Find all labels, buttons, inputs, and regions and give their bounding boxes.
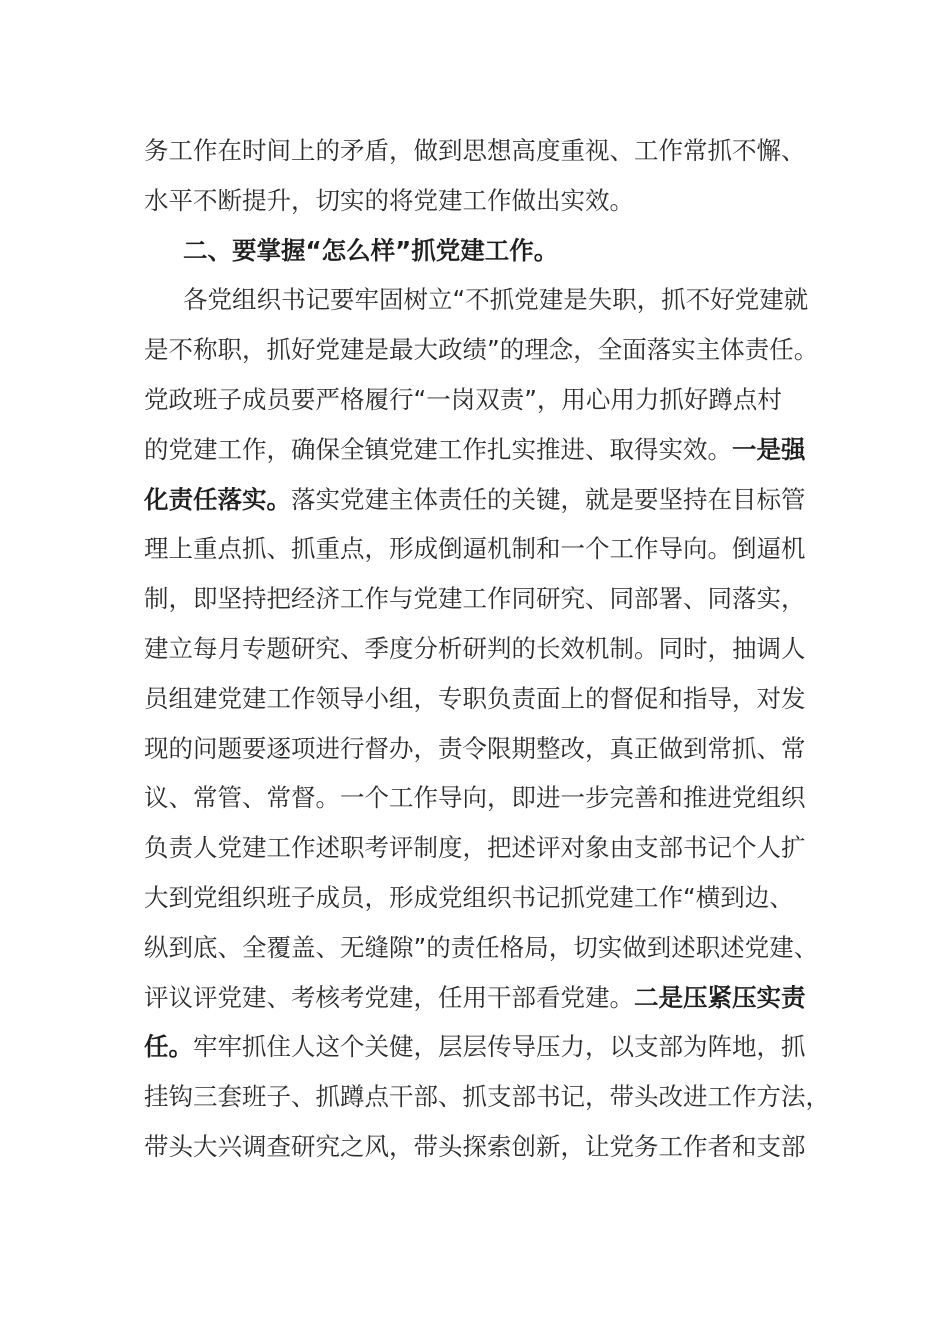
text-run: 员组建党建工作领导小组，专职负责面上的督促和指导，对发 [144,683,806,713]
bold-text-run: 二是压紧压实责 [634,982,806,1012]
text-run: 纵到底、全覆盖、无缝隙”的责任格局，切实做到述职述党建、 [144,932,819,962]
text-run: 负责人党建工作述职考评制度，把述评对象由支部书记个人扩 [144,833,806,863]
text-run: 党政班子成员要严格履行“一岗双责”，用心用力抓好蹲点村 [144,384,782,414]
text-run: 理上重点抓、抓重点，形成倒逼机制和一个工作导向。倒逼机 [144,534,806,564]
text-line [144,1022,824,1072]
text-run: 制，即坚持把经济工作与党建工作同研究、同部署、同落实， [144,584,806,614]
text-line [144,674,824,724]
text-run: 带头大兴调查研究之风，带头探索创新，让党务工作者和支部 [144,1131,806,1161]
text-run: 是不称职，抓好党建是最大政绩”的理念，全面落实主体责任。 [144,335,819,365]
heading-text: 二、要掌握“怎么样”抓党建工作。 [183,235,559,265]
text-line [144,973,824,1023]
section-heading [144,226,824,276]
text-run: 牢牢抓住人这个关健，层层传导压力，以支部为阵地，抓 [193,1032,806,1062]
text-run: 水平不断提升，切实的将党建工作做出实效。 [144,185,634,215]
text-line [144,873,824,923]
text-line [144,425,824,475]
text-line [144,126,824,176]
text-line [144,524,824,574]
text-run: 评议评党建、考核考党建，任用干部看党建。 [144,982,634,1012]
text-line [144,1072,830,1122]
text-line [144,773,824,823]
text-run: 现的问题要逐项进行督办，责令限期整改，真正做到常抓、常 [144,733,806,763]
text-line [144,923,824,973]
text-line [144,624,824,674]
text-run: 各党组织书记要牢固树立“不抓党建是失职，抓不好党建就 [183,285,809,315]
bold-text-run: 任。 [144,1032,193,1062]
text-line [144,823,824,873]
text-run: 落实党建主体责任的关键，就是要坚持在目标管 [291,484,806,514]
bold-text-run: 一是强 [732,434,806,464]
text-run: 大到党组织班子成员，形成党组织书记抓党建工作“横到边、 [144,882,794,912]
text-line [144,375,824,425]
paragraph-first-line [144,275,824,325]
text-run: 挂钩三套班子、抓蹲点干部、抓支部书记，带头改进工作方法， [144,1082,830,1112]
text-line [144,1122,824,1172]
text-line [144,724,824,774]
text-line [144,574,824,624]
text-run: 的党建工作，确保全镇党建工作扎实推进、取得实效。 [144,434,732,464]
text-run: 建立每月专题研究、季度分析研判的长效机制。同时，抽调人 [144,633,806,663]
text-line [144,176,824,226]
text-run: 议、常管、常督。一个工作导向，即进一步完善和推进党组织 [144,783,806,813]
document-body [144,126,830,1172]
text-line [144,325,824,375]
bold-text-run: 化责任落实。 [144,484,291,514]
text-line [144,475,824,525]
text-run: 务工作在时间上的矛盾，做到思想高度重视、工作常抓不懈、 [144,136,806,165]
